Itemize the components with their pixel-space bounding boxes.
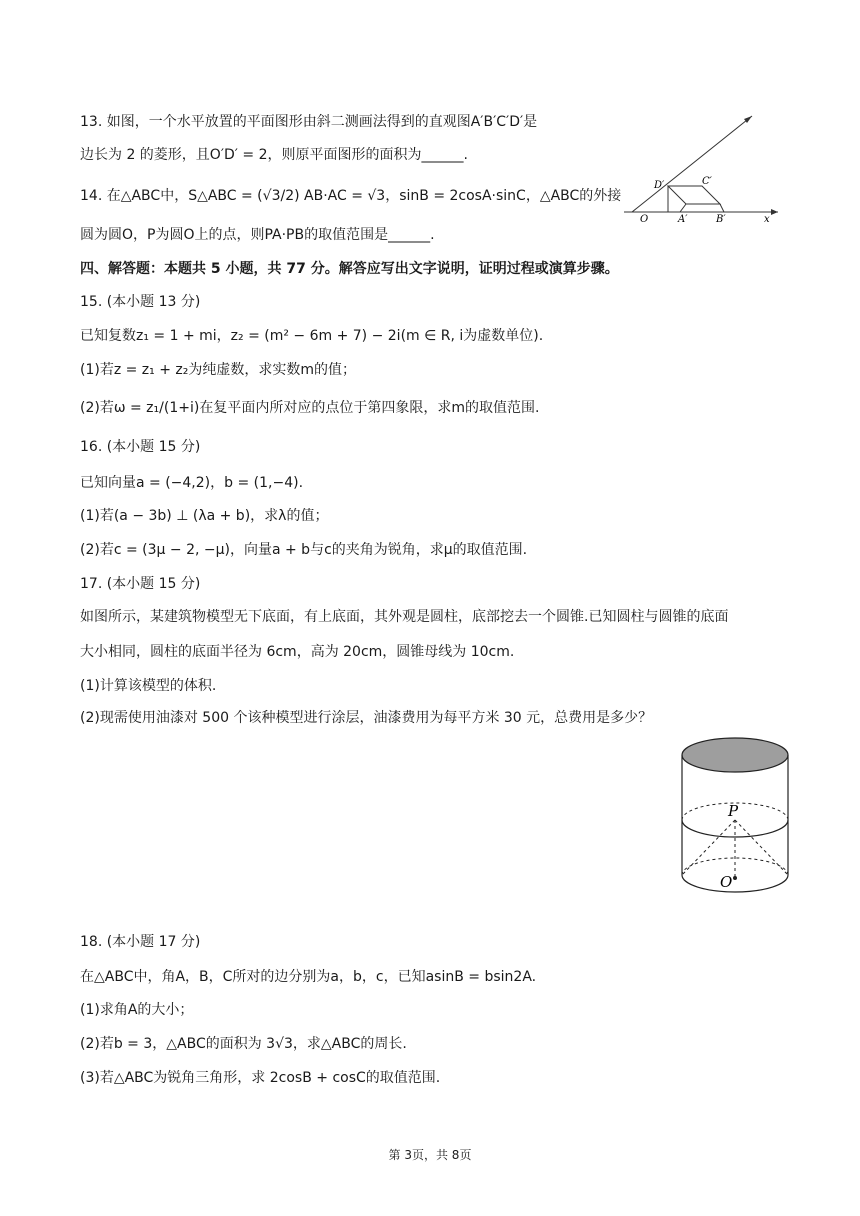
axis-y-prime [632, 116, 752, 212]
q15-heading: 15. (本小题 13 分) [80, 294, 201, 310]
label-a: A′ [678, 214, 688, 225]
q13-line2: 边长为 2 的菱形，且O′D′ = 2，则原平面图形的面积为______. [80, 147, 468, 163]
label-o: O [640, 214, 649, 225]
q16-given: 已知向量a = (−4,2)，b = (1,−4). [80, 475, 304, 491]
q17-desc2: 大小相同，圆柱的底面半径为 6cm，高为 20cm，圆锥母线为 10cm. [80, 644, 515, 660]
label-d: D′ [654, 180, 665, 191]
cylinder-cone-figure [670, 730, 800, 900]
label-b: B′ [716, 214, 726, 225]
q16-part2: (2)若c = (3μ − 2, −μ)，向量a + b与c的夹角为锐角，求μ的取值范围. [80, 542, 528, 558]
section-heading: 四、解答题：本题共 5 小题，共 77 分。解答应写出文字说明，证明过程或演算步骤。 [80, 261, 619, 277]
page-footer: 第 3页，共 8页 [388, 1148, 472, 1162]
label-o: O [720, 873, 733, 891]
q15-given: 已知复数z₁ = 1 + mi，z₂ = (m² − 6m + 7) − 2i(m ∈ R, i为虚数单位). [80, 328, 544, 344]
q18-heading: 18. (本小题 17 分) [80, 934, 201, 950]
q18-part3: (3)若△ABC为锐角三角形，求 2cosB + cosC的取值范围. [80, 1070, 441, 1086]
q15-part2: (2)若ω = z₁/(1+i)在复平面内所对应的点位于第四象限，求m的取值范围. [80, 400, 540, 416]
q16-part1: (1)若(a − 3b) ⊥ (λa + b)，求λ的值； [80, 508, 329, 524]
q17-part2: (2)现需使用油漆对 500 个该种模型进行涂层，油漆费用为每平方米 30 元，总费用是多少？ [80, 710, 653, 726]
q14-line1: 14. 在△ABC中，S△ABC = (√3/2) AB·AC = √3，sinB = 2cosA·sinC，△ABC的外接 [80, 188, 622, 204]
q16-heading: 16. (本小题 15 分) [80, 439, 201, 455]
q18-given: 在△ABC中，角A，B，C所对的边分别为a，b，c，已知asinB = bsin2A. [80, 969, 537, 985]
label-p: P [728, 802, 739, 820]
q13-line1: 13. 如图，一个水平放置的平面图形由斜二测画法得到的直观图A′B′C′D′是 [80, 114, 538, 130]
oblique-view-figure [620, 108, 780, 228]
q17-heading: 17. (本小题 15 分) [80, 576, 201, 592]
label-x: x [764, 214, 770, 225]
label-c: C′ [702, 176, 712, 187]
q17-desc1: 如图所示，某建筑物模型无下底面，有上底面，其外观是圆柱，底部挖去一个圆锥.已知圆柱与圆锥的底面 [80, 609, 729, 625]
q15-part1: (1)若z = z₁ + z₂为纯虚数，求实数m的值； [80, 362, 357, 378]
cylinder-top [682, 738, 788, 772]
q14-line2: 圆为圆O，P为圆O上的点，则PA·PB的取值范围是______. [80, 227, 435, 243]
q18-part1: (1)求角A的大小； [80, 1002, 194, 1018]
rhombus [668, 186, 720, 204]
q18-part2: (2)若b = 3，△ABC的面积为 3√3，求△ABC的周长. [80, 1036, 407, 1052]
q17-part1: (1)计算该模型的体积. [80, 678, 217, 694]
